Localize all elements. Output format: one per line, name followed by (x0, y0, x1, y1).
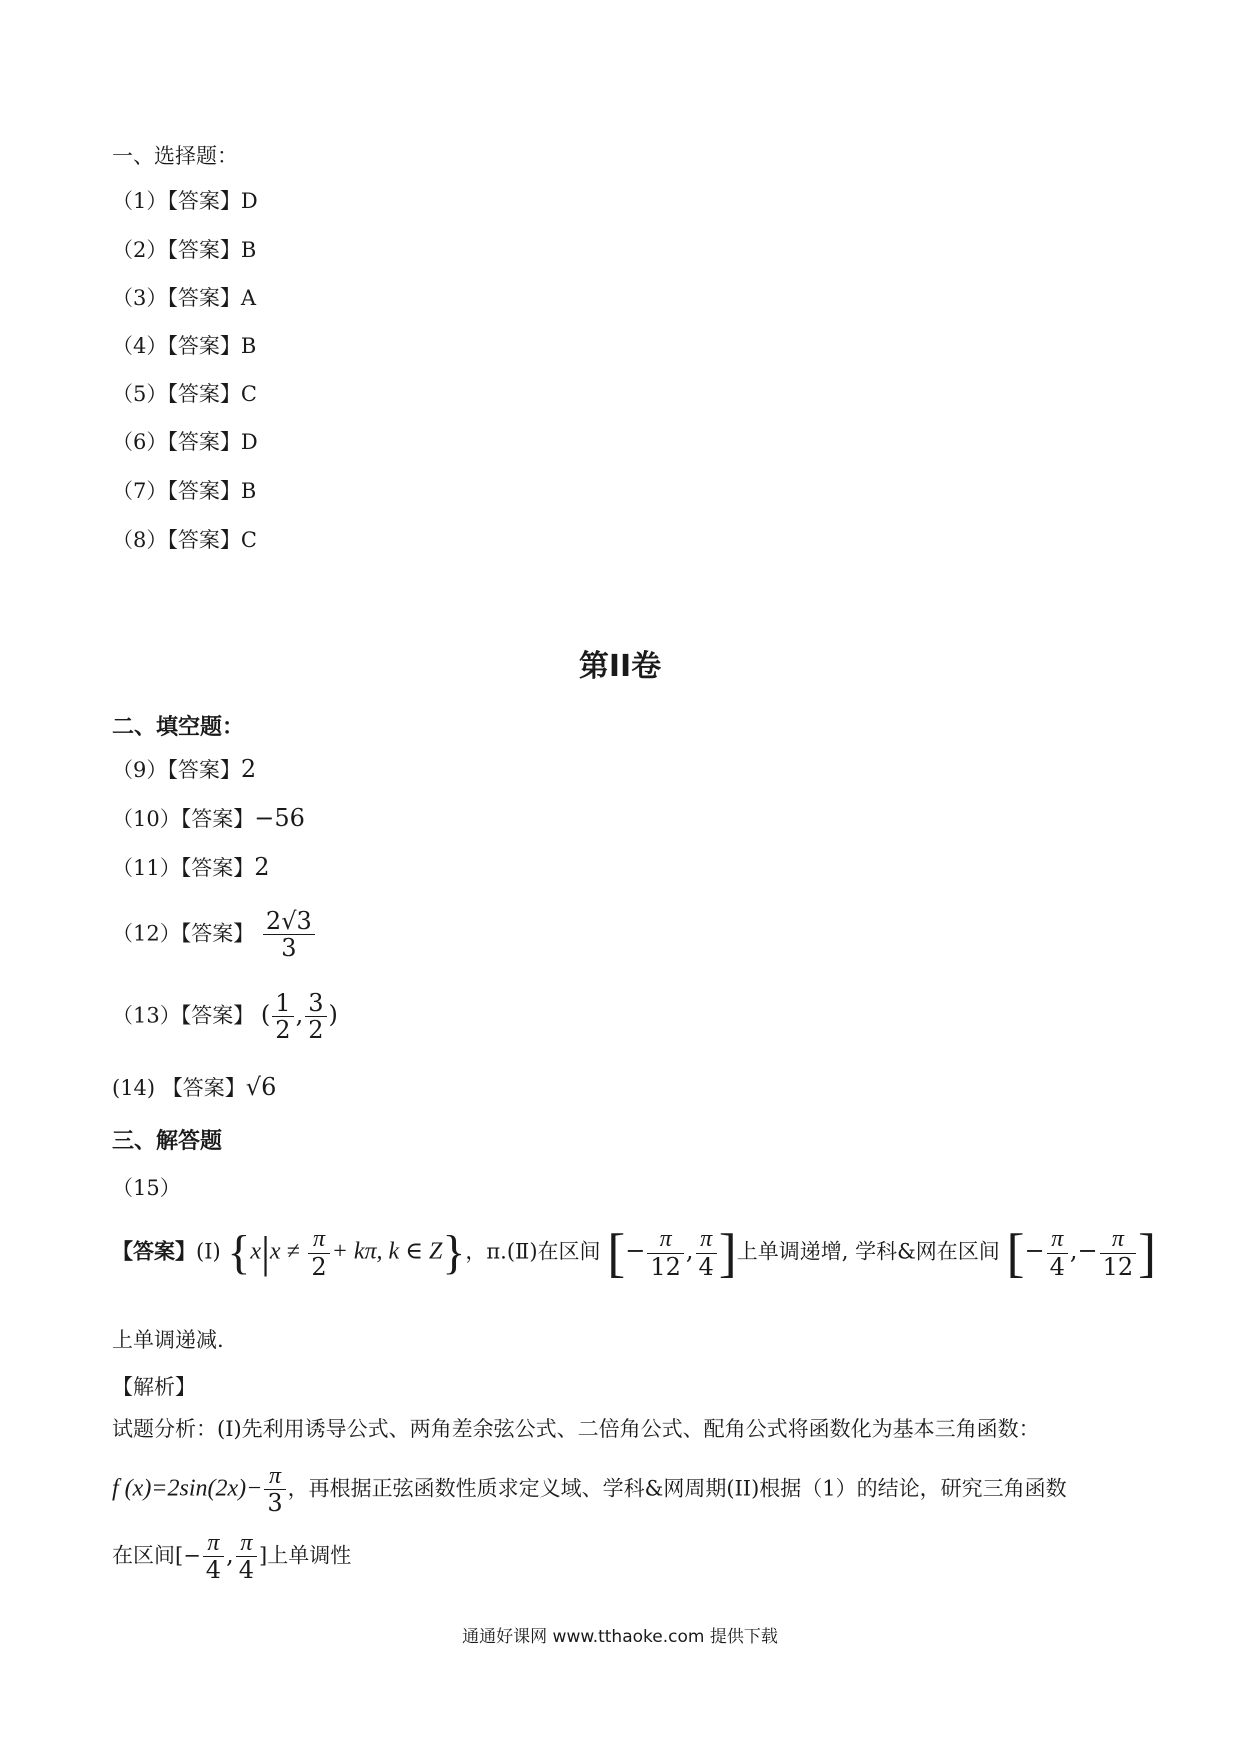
set-condition: x ≠ (269, 1238, 300, 1265)
fraction-denominator: 4 (205, 1556, 222, 1585)
fraction-numerator: π (264, 1463, 285, 1490)
paren-open: ( (260, 1000, 271, 1029)
answer-tag: 【答案】 (180, 807, 255, 831)
minus-sign: − (1077, 1236, 1098, 1265)
section2-heading: 二、填空题： (112, 715, 245, 740)
fraction-denominator: 4 (698, 1252, 714, 1281)
answer-value: −56 (254, 804, 305, 832)
q-number: （4） (112, 334, 168, 358)
analysis-line-3-suffix: ]上单调性 (259, 1543, 352, 1568)
mc-item (112, 191, 258, 212)
mc-item (112, 432, 258, 453)
mc-item (112, 240, 256, 261)
answer-value: B (240, 479, 257, 503)
answer-tag: 【答案】 (112, 1238, 196, 1264)
mc-item (112, 336, 256, 357)
fraction-numerator: π (1047, 1226, 1068, 1253)
answer-value: B (240, 334, 257, 358)
analysis-line-2-text: ，再根据正弦函数性质求定义域、学科&网周期(II)根据（1）的结论，研究三角函数 (287, 1476, 1067, 1501)
brace-close: } (442, 1226, 466, 1279)
analysis-line-1: 试题分析：(Ⅰ)先利用诱导公式、两角差余弦公式、二倍角公式、配角公式将函数化为基本三角函数： (112, 1417, 1040, 1441)
fraction (696, 1226, 717, 1280)
minus-sign: − (625, 1236, 646, 1265)
fraction (203, 1530, 224, 1584)
fraction-numerator: π (1100, 1226, 1137, 1253)
fraction (305, 990, 326, 1044)
q-number: （12） (112, 921, 181, 946)
minus-sign: − (1024, 1236, 1045, 1265)
answer-tag: 【答案】 (167, 528, 241, 552)
fraction-numerator: 2√3 (263, 908, 315, 935)
answer-value: 2 (254, 853, 270, 881)
q-number: (14) (112, 1076, 156, 1100)
fraction-denominator: 2 (275, 1016, 291, 1045)
answer-tag: 【答案】 (180, 921, 255, 946)
fraction-numerator: π (647, 1226, 684, 1253)
set-variable: x (250, 1238, 262, 1265)
answer-value: √6 (245, 1073, 277, 1101)
page-footer: 通通好课网 www.tthaoke.com 提供下载 (462, 1627, 778, 1647)
part-one-label: (Ⅰ) (196, 1239, 221, 1264)
bracket-close: ] (1138, 1223, 1157, 1283)
part2-title: 第II卷 (578, 649, 662, 684)
answer-value: 2 (240, 755, 257, 783)
period-text: ，π. (465, 1239, 507, 1264)
fill-q11 (112, 855, 270, 879)
answer-value: B (240, 238, 257, 262)
fraction-denominator: 3 (267, 1489, 283, 1518)
fraction-denominator: 3 (281, 934, 297, 963)
brace-open: { (227, 1226, 251, 1279)
fraction-numerator: π (696, 1226, 717, 1253)
fraction-denominator: 2 (308, 1016, 324, 1045)
answer-value: C (240, 382, 257, 406)
q-number: （1） (112, 189, 168, 213)
fraction-denominator: 4 (1049, 1252, 1065, 1281)
analysis-line-3: 在区间[− $\frac{\pi}{4}$ , $\frac{\pi}{4}$ ]上单调性 (112, 1530, 352, 1585)
section1-heading: 一、选择题： (112, 144, 238, 168)
bracket-close: ] (718, 1223, 737, 1283)
fraction-denominator: 12 (650, 1252, 681, 1281)
fraction-denominator: 4 (238, 1556, 254, 1585)
q15-answer: 【答案】(Ⅰ) {x|x ≠ $\frac{\pi}{2}$ + kπ, k ∈ Z}，π.(Ⅱ)在区间 [− $\frac{\pi}{12}$ , $\frac{\pi}{4}$ ]上单调递增, 学科&网在区间 [− $\frac{\pi}{4}$ ,− $\frac{\pi}{12}$ ] (112, 1223, 1157, 1283)
mc-item (112, 384, 257, 405)
fraction-numerator: π (203, 1530, 224, 1557)
mc-item (112, 288, 256, 309)
fraction-numerator: 3 (305, 990, 326, 1017)
fraction (308, 1226, 329, 1280)
fill-q10 (112, 806, 305, 830)
fraction (263, 908, 315, 962)
fill-q9 (112, 757, 256, 781)
fill-q12 (112, 908, 317, 962)
q-number: （11） (112, 856, 181, 880)
mid-text: 上单调递增, 学科&网在区间 (736, 1239, 1000, 1264)
fraction-denominator: 2 (311, 1252, 327, 1281)
answer-tag: 【答案】 (167, 382, 241, 406)
bracket-open: [ (1006, 1223, 1025, 1283)
q-number: （7） (112, 479, 168, 503)
answer-value: D (240, 430, 258, 454)
fraction (1047, 1226, 1068, 1280)
fraction-numerator: π (236, 1530, 257, 1557)
section3-heading: 三、解答题 (112, 1129, 223, 1154)
answer-tag: 【答案】 (167, 334, 241, 358)
answer-tag: 【答案】 (167, 189, 241, 213)
fill-q14 (112, 1075, 276, 1099)
q15-number: （15） (112, 1176, 181, 1200)
q-number: （13） (112, 1003, 181, 1028)
answer-tag: 【答案】 (180, 856, 255, 880)
answer-value: A (240, 286, 257, 310)
answer-tag: 【答案】 (167, 238, 241, 262)
analysis-line-3-prefix: 在区间[− (112, 1543, 201, 1568)
mc-item (112, 530, 257, 551)
fraction (264, 1463, 285, 1517)
answer-tag: 【答案】 (167, 286, 241, 310)
answer-tag: 【答案】 (167, 479, 241, 503)
answer-tag: 【答案】 (161, 1076, 246, 1100)
fill-q13 (112, 990, 338, 1044)
q-number: （10） (112, 807, 181, 831)
q-number: （6） (112, 430, 168, 454)
fraction (1100, 1226, 1137, 1280)
fraction-denominator: 12 (1102, 1252, 1134, 1281)
fraction (647, 1226, 684, 1280)
answer-tag: 【答案】 (167, 758, 241, 782)
fraction (272, 990, 293, 1044)
answer-tag: 【答案】 (180, 1003, 255, 1028)
q-number: （9） (112, 758, 168, 782)
bracket-open: [ (607, 1223, 626, 1283)
q-number: （5） (112, 382, 168, 406)
answer-value: C (240, 528, 257, 552)
set-bar: | (261, 1228, 270, 1277)
paren-close: ) (328, 1000, 338, 1029)
analysis-line-2 (112, 1463, 1142, 1517)
comma: , (295, 1000, 304, 1029)
q-number: （3） (112, 286, 168, 310)
set-condition-rest: + kπ, k ∈ Z (331, 1238, 443, 1265)
answer-tag: 【答案】 (167, 430, 241, 454)
q-number: （8） (112, 528, 168, 552)
mc-item (112, 481, 256, 502)
q-number: （2） (112, 238, 168, 262)
part-two-text: (Ⅱ)在区间 (506, 1239, 601, 1264)
fraction-numerator: 1 (272, 990, 293, 1017)
fraction-numerator: π (308, 1226, 329, 1253)
function-expression: f (x)=2sin(2x)− (112, 1475, 263, 1502)
q15-answer-continuation: 上单调递减. (112, 1328, 224, 1352)
analysis-tag: 【解析】 (112, 1375, 196, 1399)
answer-value: D (240, 189, 258, 213)
fraction (236, 1530, 257, 1584)
